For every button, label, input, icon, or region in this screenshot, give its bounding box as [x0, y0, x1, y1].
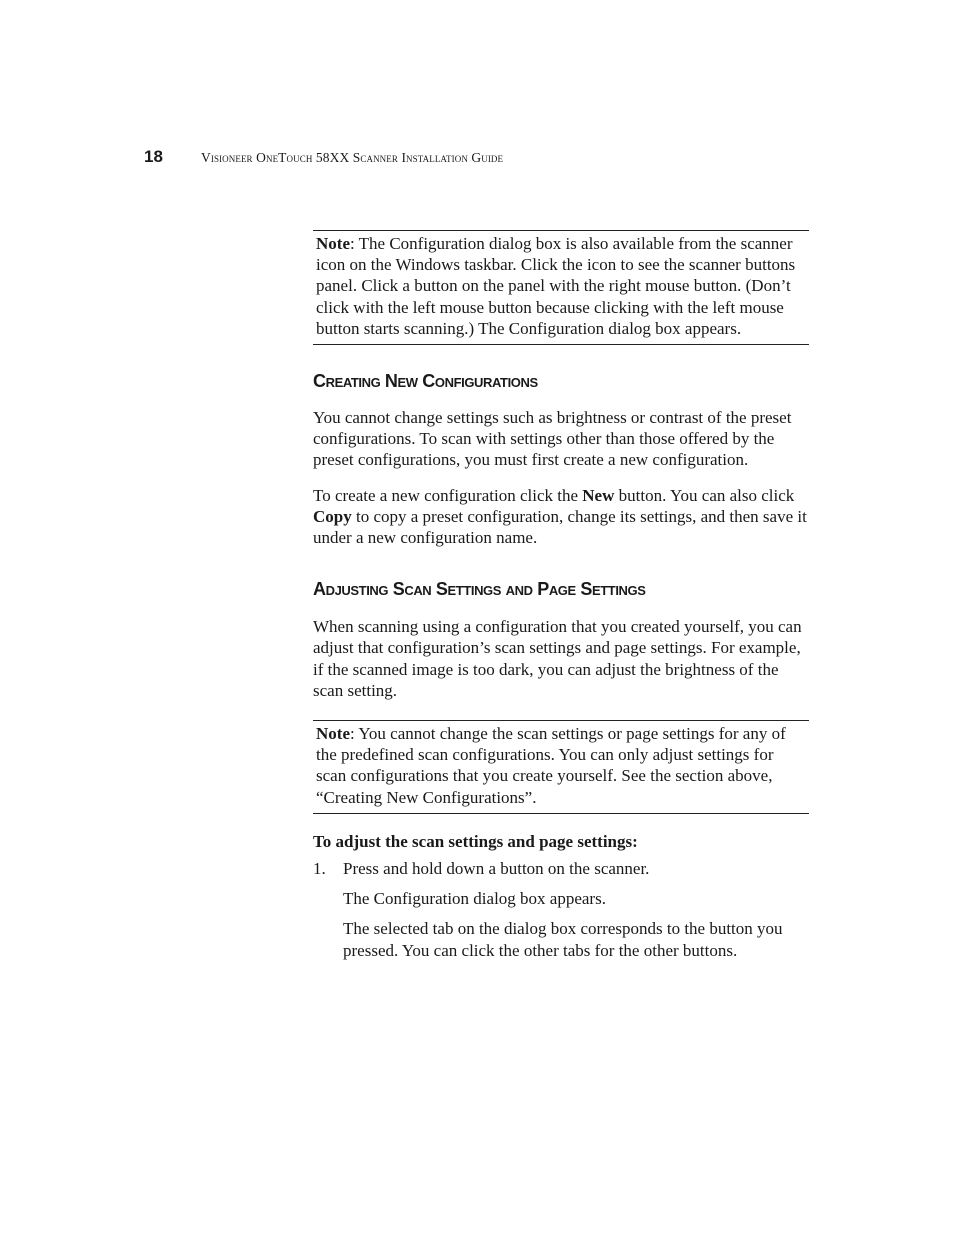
- note-text: : You cannot change the scan settings or page settings for any of the predefined scan configurations. You can only adjust settings for scan configurations that you create yourself. See the section above, “Creating New Configurations”.: [316, 724, 786, 807]
- note-box: [313, 720, 809, 814]
- note-label: Note: [316, 234, 350, 253]
- section-heading-creating: Creating New Configurations: [313, 371, 538, 392]
- step-text: Press and hold down a button on the scanner.: [343, 859, 650, 879]
- running-title: Visioneer OneTouch 58XX Scanner Installation Guide: [201, 150, 504, 165]
- step-item: [313, 858, 809, 879]
- copy-button-term: Copy: [313, 506, 352, 526]
- page-body: [313, 230, 809, 961]
- note-text: : The Configuration dialog box is also available from the scanner icon on the Windows taskbar. Click the icon to see the scanner buttons panel. Click a button on the panel with the right mouse button. (Don’t click with the left mouse button because clicking with the left mouse button starts scanning.) The Configuration dialog box appears.: [316, 234, 796, 338]
- procedure-title: To adjust the scan settings and page settings:: [313, 831, 638, 851]
- paragraph-text: To create a new configuration click the: [313, 485, 583, 505]
- paragraph: [313, 485, 809, 549]
- note-label: Note: [316, 724, 350, 744]
- new-button-term: New: [582, 485, 615, 505]
- paragraph: When scanning using a configuration that you created yourself, you can adjust that configuration’s scan settings and page settings. For example, if the scanned image is too dark, you can adjust the brightness of the scan setting.: [313, 617, 802, 700]
- paragraph-text: button. You can also click: [614, 485, 795, 505]
- step-result: The Configuration dialog box appears.: [343, 889, 606, 909]
- paragraph-text: to copy a preset configuration, change its settings, and then save it under a new configuration name.: [313, 506, 807, 548]
- note-box: [313, 230, 809, 345]
- section-heading-adjusting: Adjusting Scan Settings and Page Settings: [313, 579, 646, 600]
- step-result: The selected tab on the dialog box corresponds to the button you pressed. You can click the other tabs for the other buttons.: [343, 919, 783, 960]
- paragraph: You cannot change settings such as brightness or contrast of the preset configurations. To scan with settings other than those offered by the preset configurations, you must first create a new configuration.: [313, 408, 792, 470]
- page-number: 18: [144, 147, 163, 166]
- step-number: 1.: [313, 859, 326, 879]
